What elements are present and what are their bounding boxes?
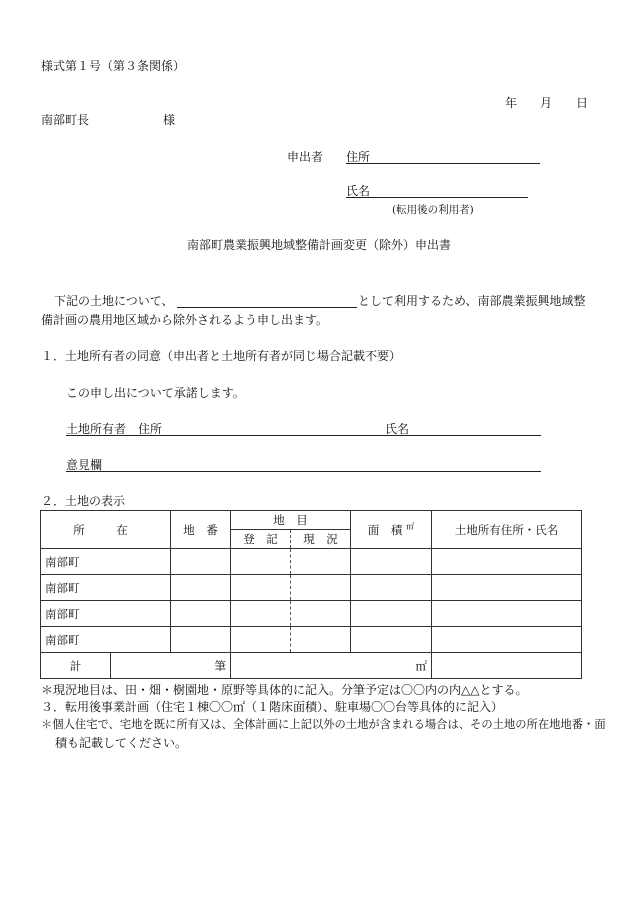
- cell-lot-number[interactable]: [171, 627, 231, 653]
- addressee-honorific: 様: [163, 113, 176, 127]
- total-parcels[interactable]: [111, 653, 231, 679]
- header-land-category: 地 目: [231, 511, 351, 530]
- cell-lot-number[interactable]: [171, 575, 231, 601]
- applicant-name-note: (転用後の利用者): [392, 204, 474, 216]
- section2-heading: ２．土地の表示: [41, 494, 126, 508]
- cell-owner[interactable]: [432, 627, 582, 653]
- opinion-label: 意見欄: [66, 458, 103, 472]
- cell-lot-number[interactable]: [171, 549, 231, 575]
- owner-name-label: 氏名: [385, 422, 410, 436]
- applicant-address-label: 住所: [346, 150, 371, 164]
- cell-current[interactable]: [291, 549, 351, 575]
- cell-area[interactable]: [351, 627, 432, 653]
- date-day-label: 日: [576, 96, 589, 110]
- cell-current[interactable]: [291, 627, 351, 653]
- section3-heading: ３．転用後事業計画（住宅１棟〇〇㎡（１階床面積）、駐車場〇〇台等具体的に記入）: [41, 700, 504, 714]
- cell-current[interactable]: [291, 575, 351, 601]
- table-row: [41, 601, 582, 627]
- form-number: 様式第１号（第３条関係）: [41, 59, 186, 73]
- applicant-label: 申出者: [287, 150, 324, 164]
- header-current: 現 況: [291, 530, 351, 549]
- document-title: 南部町農業振興地域整備計画変更（除外）申出書: [187, 238, 452, 252]
- total-owner: [432, 653, 582, 679]
- cell-area[interactable]: [351, 601, 432, 627]
- consent-text: この申し出について承諾します。: [66, 386, 245, 400]
- note-personal-house-line1: ＊個人住宅で、宅地を既に所有又は、全体計画に上記以外の土地が含まれる場合は、その土地の所在地地番・面: [41, 718, 606, 731]
- table-row: [41, 627, 582, 653]
- total-label: 計: [41, 653, 111, 679]
- header-area: 面 積 ㎡: [351, 511, 432, 549]
- applicant-address-field[interactable]: [346, 163, 540, 164]
- cell-registered[interactable]: [231, 627, 291, 653]
- cell-owner[interactable]: [432, 601, 582, 627]
- total-area[interactable]: [231, 653, 432, 679]
- header-registered: 登 記: [231, 530, 291, 549]
- cell-registered[interactable]: [231, 549, 291, 575]
- addressee-name: 南部町長: [41, 113, 90, 127]
- body-line1-suffix: として利用するため、南部農業振興地域整: [358, 294, 586, 308]
- cell-area[interactable]: [351, 575, 432, 601]
- cell-registered[interactable]: [231, 575, 291, 601]
- date-year-label: 年: [505, 96, 518, 110]
- cell-location: 南部町: [41, 549, 171, 575]
- note-personal-house-line2: 積も記載してください。: [55, 736, 188, 750]
- note-land-category: ＊現況地目は、田・畑・樹園地・原野等具体的に記入。分筆予定は〇〇内の内△△とする。: [41, 683, 528, 697]
- owner-address-label: 土地所有者 住所: [66, 422, 163, 436]
- applicant-name-label: 氏名: [346, 184, 371, 198]
- parcels-unit: 筆: [214, 658, 226, 673]
- cell-location: 南部町: [41, 575, 171, 601]
- body-line1-prefix: 下記の土地について、: [54, 294, 174, 308]
- cell-lot-number[interactable]: [171, 601, 231, 627]
- land-table: [40, 510, 582, 679]
- header-lot-number: 地 番: [171, 511, 231, 549]
- opinion-field[interactable]: [66, 471, 541, 472]
- area-unit: ㎡: [415, 658, 427, 673]
- cell-owner[interactable]: [432, 575, 582, 601]
- table-row: [41, 575, 582, 601]
- header-location: 所 在: [41, 511, 171, 549]
- table-row: [41, 549, 582, 575]
- body-line2: 備計画の農用地区域から除外されるよう申し出ます。: [41, 313, 329, 327]
- header-owner: 土地所有住所・氏名: [432, 511, 582, 549]
- cell-registered[interactable]: [231, 601, 291, 627]
- owner-signature-field[interactable]: [66, 435, 541, 436]
- cell-current[interactable]: [291, 601, 351, 627]
- applicant-name-field[interactable]: [346, 197, 528, 198]
- cell-location: 南部町: [41, 601, 171, 627]
- cell-area[interactable]: [351, 549, 432, 575]
- section1-heading: １．土地所有者の同意（申出者と土地所有者が同じ場合記載不要）: [41, 349, 402, 363]
- date-month-label: 月: [540, 96, 553, 110]
- cell-owner[interactable]: [432, 549, 582, 575]
- cell-location: 南部町: [41, 627, 171, 653]
- total-row: [41, 653, 582, 679]
- usage-purpose-field[interactable]: [177, 307, 357, 308]
